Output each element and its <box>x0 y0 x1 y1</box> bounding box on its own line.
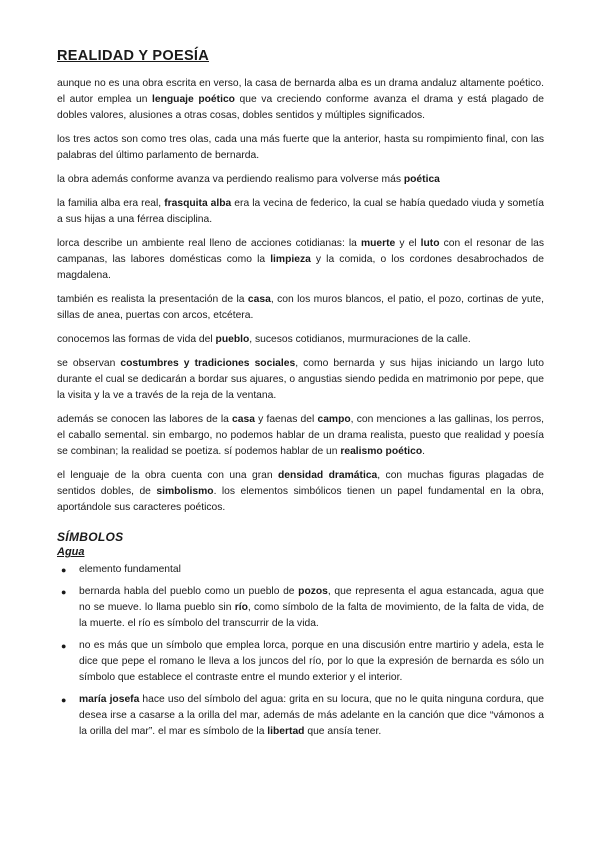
text-run: los tres actos son como tres olas, cada una más fuerte que la anterior, hasta su rompimiento final, con las palabras del último parlamento de bernarda. <box>57 134 544 161</box>
list-item <box>57 692 544 740</box>
text-run: y el <box>395 238 421 249</box>
paragraph <box>57 236 544 284</box>
text-run: . <box>422 446 426 457</box>
paragraph <box>57 468 544 516</box>
text-run: el lenguaje de la obra cuenta con una gran <box>57 470 279 481</box>
text-run: con el resonar de las campanas, las labores domésticas como la <box>57 238 544 265</box>
bold-term: realismo poético <box>340 446 423 457</box>
bold-term: luto <box>420 238 440 249</box>
paragraph <box>57 292 544 324</box>
paragraph <box>57 172 544 188</box>
bold-term: campo <box>317 414 351 425</box>
text-run: que ansía tener. <box>304 726 382 737</box>
bold-term: simbolismo <box>156 486 214 497</box>
paragraph <box>57 76 544 124</box>
bold-term: libertad <box>267 726 305 737</box>
text-run: hace uso del símbolo del agua: grita en su locura, que no le quita ninguna cordura, que desea irse a casarse a la orilla del mar, además de más adelante en la canción que dice “vámonos a la orilla del mar”. el mar es símbolo de la <box>79 694 544 737</box>
text-run: . los elementos simbólicos tienen un papel fundamental en la obra, aportándole sus caracteres poéticos. <box>57 486 544 513</box>
bold-term: maría josefa <box>79 694 140 705</box>
bullet-icon: ● <box>61 587 67 597</box>
bold-term: casa <box>247 294 271 305</box>
text-run: no es más que un símbolo que emplea lorca, porque en una discusión entre martirio y adela, esta le dice que pepe el romano le lleva a los juncos del río, por lo que la expresión de bernarda es sólo un símbolo que establece el contraste entre el mundo exterior y el interior. <box>79 640 544 683</box>
page-title: REALIDAD Y POESÍA <box>57 48 210 64</box>
text-run: elemento fundamental <box>79 564 181 575</box>
text-run: la familia alba era real, <box>57 198 165 209</box>
text-run: bernarda habla del pueblo como un pueblo de <box>79 586 299 597</box>
bullet-list <box>57 562 544 740</box>
text-run: , que representa el agua estancada, agua que no se mueve. lo llama pueblo sin <box>79 586 544 613</box>
bullet-icon: ● <box>61 641 67 651</box>
paragraph <box>57 332 544 348</box>
bold-term: frasquita alba <box>164 198 232 209</box>
bold-term: costumbres y tradiciones sociales <box>120 358 296 369</box>
bold-term: casa <box>232 414 255 425</box>
text-run: se observan <box>57 358 121 369</box>
bold-term: poética <box>403 174 440 185</box>
text-run: , como bernarda y sus hijas iniciando un largo luto durante el cual se dedicarán a bordar sus ajuares, o angustias siendo pedida en matrimonio por pepe, que la visita y la ve a través de la reja de la ventana. <box>57 358 544 401</box>
section-title: SÍMBOLOS <box>57 530 124 544</box>
text-run: y la comida, o los cordones desabrochados de magdalena. <box>57 254 544 281</box>
list-item <box>57 562 544 578</box>
text-run: que va creciendo conforme avanza el drama y está plagado de dobles valores, alusiones a otras cosas, dobles sentidos y múltiples significados. <box>57 94 544 121</box>
text-run: , con menciones a las gallinas, los perros, el caballo semental. sin embargo, no podemos hablar de un drama realista, puesto que realidad y poesía se combinan; la realidad se poetiza. sí podemos hablar de un <box>57 414 545 457</box>
text-run: lorca describe un ambiente real lleno de acciones cotidianas: la <box>57 238 361 249</box>
text-run: , como símbolo de la falta de movimiento, de la falta de vida, de la muerte. el río es símbolo del transcurrir de la vida. <box>79 602 545 629</box>
text-run: y faenas del <box>254 414 318 425</box>
bold-term: pueblo <box>215 334 250 345</box>
paragraph <box>57 356 544 404</box>
text-run: era la vecina de federico, la cual se había quedado viuda y sometía a sus hijas a una férrea disciplina. <box>57 198 545 225</box>
bold-term: río <box>234 602 248 613</box>
bold-term: densidad dramática <box>278 470 378 481</box>
bold-term: pozos <box>298 586 328 597</box>
list-item <box>57 584 544 632</box>
bullet-icon: ● <box>61 565 67 575</box>
text-run: conocemos las formas de vida del <box>57 334 216 345</box>
bold-term: limpieza <box>270 254 311 265</box>
paragraph <box>57 196 544 228</box>
bullet-icon: ● <box>61 695 67 705</box>
text-run: la obra además conforme avanza va perdiendo realismo para volverse más <box>57 174 404 185</box>
bold-term: muerte <box>360 238 396 249</box>
paragraph <box>57 412 544 460</box>
text-run: además se conocen las labores de la <box>57 414 233 425</box>
list-item <box>57 638 544 686</box>
text-run: , con los muros blancos, el patio, el pozo, cortinas de yute, sillas de anea, puertas con arcos, etcétera. <box>57 294 544 321</box>
subsection-title: Agua <box>57 546 85 558</box>
bold-term: lenguaje poético <box>152 94 235 105</box>
text-run: aunque no es una obra escrita en verso, la casa de bernarda alba es un drama andaluz altamente poético. el autor emplea un <box>57 78 544 105</box>
text-run: , sucesos cotidianos, murmuraciones de la calle. <box>249 334 471 345</box>
paragraph <box>57 132 544 164</box>
text-run: también es realista la presentación de la <box>57 294 248 305</box>
text-run: , con muchas figuras plagadas de sentidos dobles, de <box>57 470 544 497</box>
body-text <box>57 76 544 516</box>
